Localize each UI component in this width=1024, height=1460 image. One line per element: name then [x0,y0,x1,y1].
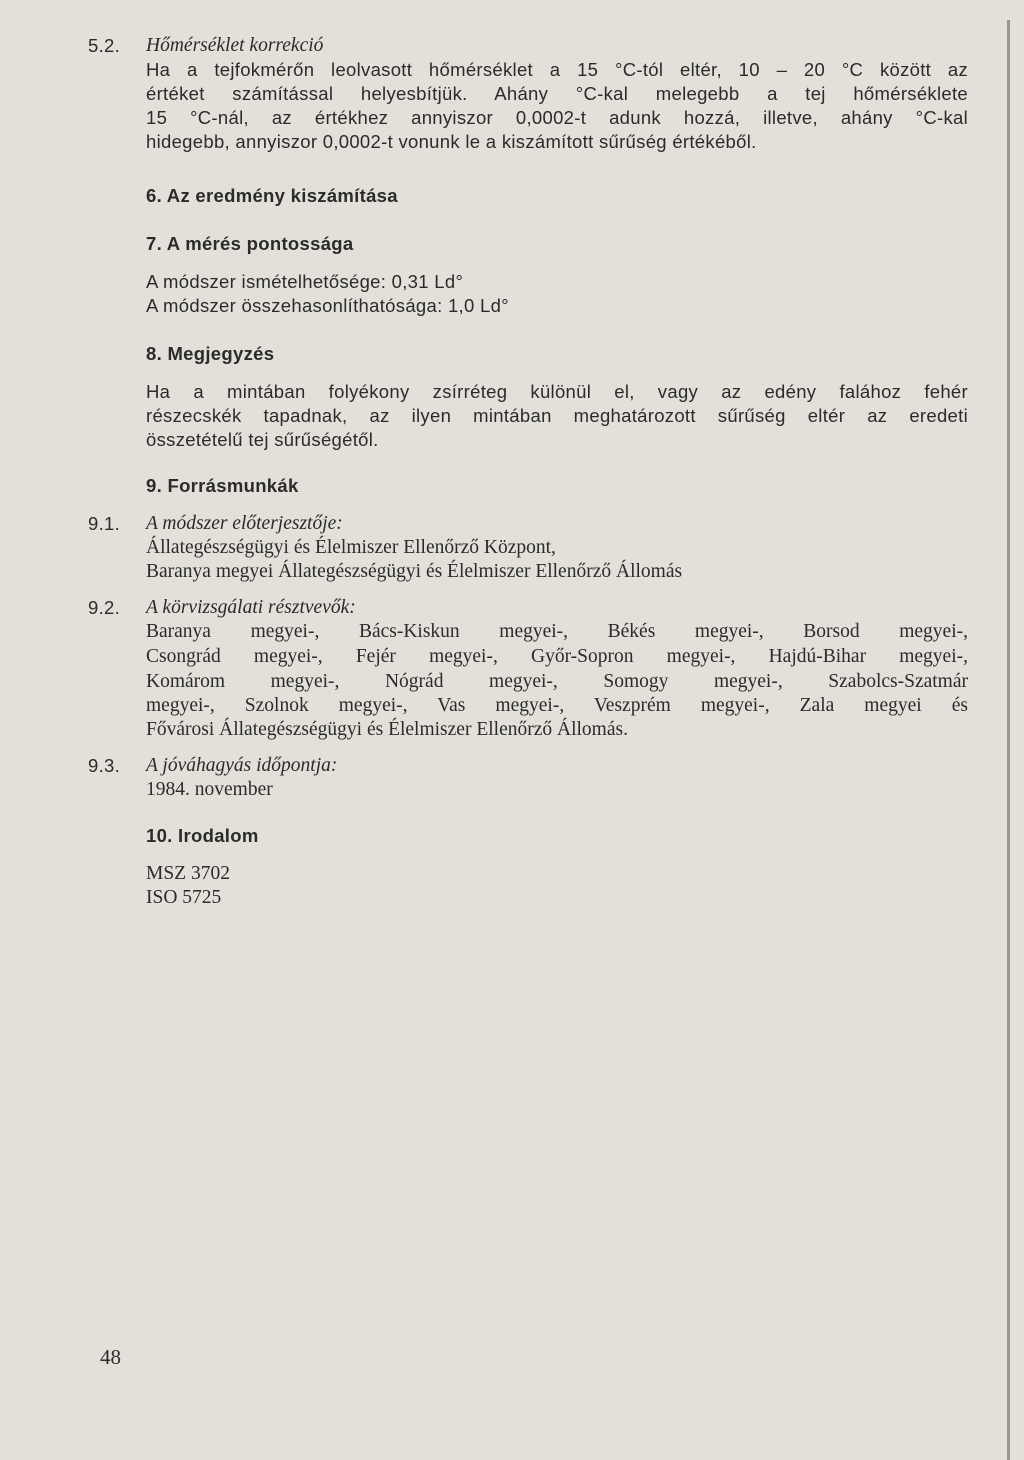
section-8-line-1: Ha a mintában folyékony zsírréteg különül el, vagy az edény falához fehér [146,381,968,402]
page-edge-shadow [1007,20,1010,1460]
section-9-2-line-3: Komárom megyei-, Nógrád megyei-, Somogy megyei-, Szabolcs-Szatmár [146,671,968,692]
section-5-2-line-2: értéket számítással helyesbítjük. Ahány °C-kal melegebb a tej hőmérséklete [146,83,968,104]
section-9-2-line-2: Csongrád megyei-, Fejér megyei-, Győr-Sopron megyei-, Hajdú-Bihar megyei-, [146,646,968,667]
section-5-2-line-1: Ha a tejfokmérőn leolvasott hőmérséklet a 15 °C-tól eltér, 10 – 20 °C között az [146,59,968,80]
section-10-heading: 10. Irodalom [146,825,259,846]
section-5-2-title: Hőmérséklet korrekció [146,35,324,56]
section-9-2-line-1: Baranya megyei-, Bács-Kiskun megyei-, Békés megyei-, Borsod megyei-, [146,621,968,642]
section-8-heading: 8. Megjegyzés [146,343,275,364]
section-9-2-line-4: megyei-, Szolnok megyei-, Vas megyei-, Veszprém megyei-, Zala megyei és [146,695,968,716]
section-7-line-1: A módszer ismételhetősége: 0,31 Ld° [146,271,464,292]
section-5-2-line-3: 15 °C-nál, az értékhez annyiszor 0,0002-t adunk hozzá, illetve, ahány °C-kal [146,107,968,128]
section-9-3-line-1: 1984. november [146,779,273,800]
section-8-line-3: összetételű tej sűrűségétől. [146,429,379,450]
page-number: 48 [100,1345,121,1369]
section-9-2-title: A körvizsgálati résztvevők: [146,597,356,618]
section-10-line-1: MSZ 3702 [146,863,230,884]
section-8-line-2: részecskék tapadnak, az ilyen mintában meghatározott sűrűség eltér az eredeti [146,405,968,426]
section-9-1-line-2: Baranya megyei Állategészségügyi és Élelmiszer Ellenőrző Állomás [146,561,683,582]
section-9-1-line-1: Állategészségügyi és Élelmiszer Ellenőrző Központ, [146,537,556,558]
section-7-heading: 7. A mérés pontossága [146,233,354,254]
section-9-3-number: 9.3. [88,755,121,776]
section-6-heading: 6. Az eredmény kiszámítása [146,185,398,206]
section-9-heading: 9. Forrásmunkák [146,475,299,496]
section-10-line-2: ISO 5725 [146,887,222,908]
section-5-2-line-4: hidegebb, annyiszor 0,0002-t vonunk le a kiszámított sűrűség értékéből. [146,131,757,152]
section-5-2-number: 5.2. [88,35,121,56]
section-9-2-number: 9.2. [88,597,121,618]
section-9-1-title: A módszer előterjesztője: [146,513,343,534]
section-7-line-2: A módszer összehasonlíthatósága: 1,0 Ld° [146,295,509,316]
section-9-2-line-5: Fővárosi Állategészségügyi és Élelmiszer Ellenőrző Állomás. [146,719,628,740]
section-9-1-number: 9.1. [88,513,121,534]
section-9-3-title: A jóváhagyás időpontja: [146,755,338,776]
